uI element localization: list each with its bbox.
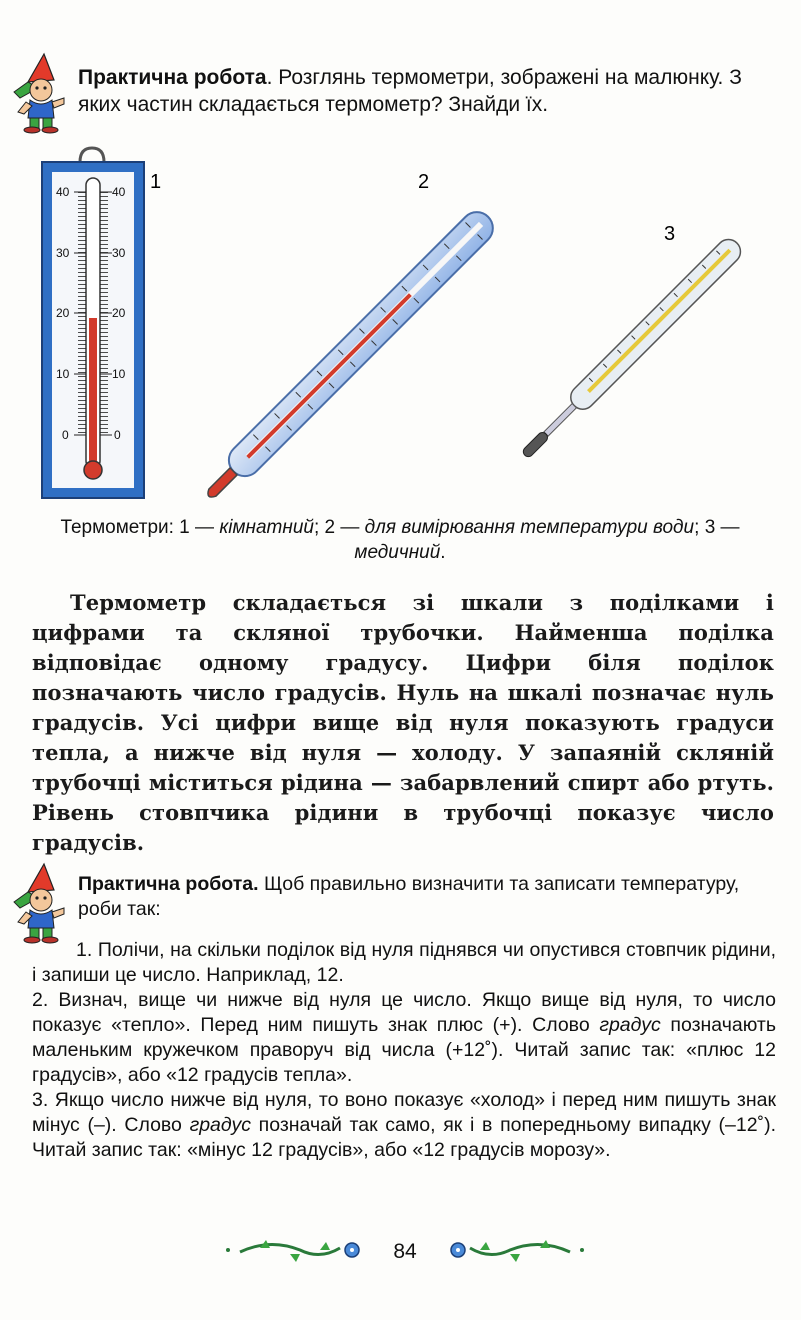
body-term-degree: градусу bbox=[325, 650, 422, 675]
left-flower-vine-icon bbox=[226, 1240, 359, 1262]
scale-mark-10-left: 10 bbox=[56, 367, 70, 381]
caption-medical: медичний bbox=[354, 542, 441, 563]
scale-mark-40-left: 40 bbox=[56, 185, 70, 199]
step-2-text-a: 2. Визнач, вище чи нижче від нуля це число. Якщо вище від нуля, то число показує «тепло». Перед ним пишуть знак плюс (+). Слово bbox=[32, 989, 776, 1036]
caption-water: для вимірювання температури води bbox=[364, 517, 695, 538]
figure-caption bbox=[60, 515, 740, 565]
gnome-mascot-icon bbox=[8, 862, 74, 944]
caption-text: ; 2 — bbox=[313, 517, 365, 538]
figure-label-2: 2 bbox=[418, 171, 430, 193]
caption-text: . bbox=[440, 542, 446, 563]
figure-label-3: 3 bbox=[664, 223, 676, 245]
scale-mark-0-left: 0 bbox=[62, 428, 69, 442]
room-thermometer bbox=[42, 148, 161, 498]
step-3-text-b: позначай так само, як і в попередньому випадку (–12˚). Читай запис так: «мінус 12 градусів», або «12 градусів морозу». bbox=[32, 1114, 776, 1161]
main-paragraph bbox=[32, 588, 774, 858]
practical-task-1 bbox=[78, 64, 768, 118]
task1-title-text: . Розглянь термометри, зображені на малюнку. З яких частин складається термометр? Знайди їх. bbox=[78, 66, 742, 116]
body-text-b: . Цифри біля поділок позначають число градусів. Нуль на шкалі позначає нуль градусів. Усі цифри вище від нуля показують градуси тепла, а нижче від нуля — холоду. У запаяній скляній трубочці міститься рідина — забарвлений спирт або ртуть. Рівень стовпчика рідини в трубочці показує число градусів. bbox=[32, 650, 774, 855]
thermometers-illustration bbox=[0, 140, 801, 510]
body-text-a: Термометр складається зі шкали з поділками і цифрами та скляної трубочки. Найменша поділка відповідає одному bbox=[32, 590, 774, 675]
practical-task-2 bbox=[78, 872, 778, 922]
scale-mark-30-right: 30 bbox=[112, 246, 126, 260]
scale-mark-10-right: 10 bbox=[112, 367, 126, 381]
figure-label-1: 1 bbox=[150, 171, 162, 193]
task1-title-bold: Практична робота bbox=[78, 66, 267, 89]
page-number: 84 bbox=[393, 1240, 417, 1263]
water-thermometer bbox=[198, 206, 500, 508]
step-1: 1. Полічи, на скільки поділок від нуля піднявся чи опустився стовпчик рідини, і запиши це число. Наприклад, 12. bbox=[32, 939, 776, 986]
scale-mark-20-right: 20 bbox=[112, 306, 126, 320]
step-3 bbox=[32, 1088, 776, 1163]
instruction-steps bbox=[32, 938, 776, 1163]
caption-text: ; 3 — bbox=[694, 517, 740, 538]
medical-thermometer bbox=[516, 235, 745, 464]
scale-mark-0-right: 0 bbox=[114, 428, 121, 442]
task2-title-text: Щоб правильно визначити та записати температуру, роби так: bbox=[78, 873, 740, 920]
caption-text: Термометри: 1 — bbox=[60, 517, 220, 538]
gnome-mascot-icon bbox=[8, 52, 74, 134]
caption-room: кімнатний bbox=[219, 517, 314, 538]
step-2-text-b: позначають маленьким кружечком праворуч від числа (+12˚). Читай запис так: «плюс 12 градусів», або «12 градусів тепла». bbox=[32, 1014, 776, 1086]
scale-mark-20-left: 20 bbox=[56, 306, 70, 320]
task2-title-bold: Практична робота. bbox=[78, 873, 259, 895]
step-2-italic-word: градус bbox=[599, 1014, 661, 1036]
right-flower-vine-icon bbox=[451, 1240, 584, 1262]
scale-mark-40-right: 40 bbox=[112, 185, 126, 199]
step-3-text-a: 3. Якщо число нижче від нуля, то воно показує «холод» і перед ним пишуть знак мінус (–). Слово bbox=[32, 1089, 776, 1136]
step-3-italic-word: градус bbox=[189, 1114, 251, 1136]
step-2 bbox=[32, 988, 776, 1088]
scale-mark-30-left: 30 bbox=[56, 246, 70, 260]
